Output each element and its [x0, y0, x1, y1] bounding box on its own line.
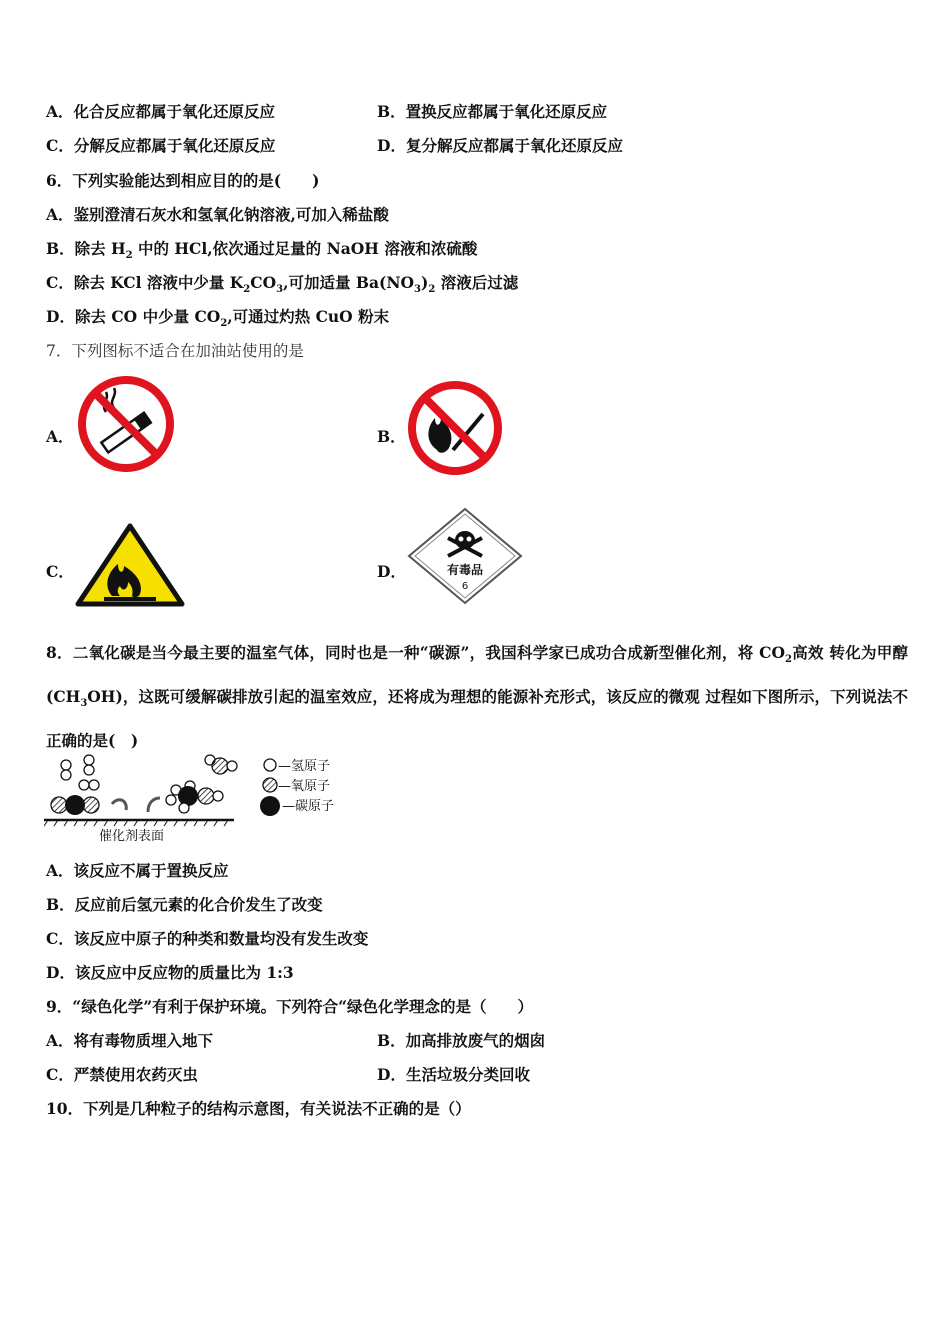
q7-option-c-label: C．: [46, 562, 74, 581]
toxic-substance-sign: [406, 506, 524, 606]
q6-stem: 6．下列实验能达到相应目的的是( ): [46, 171, 320, 190]
q7-option-b-label: B．: [377, 427, 406, 446]
legend-carbon: —碳原子: [282, 799, 335, 814]
q5-option-c: C．分解反应都属于氧化还原反应: [46, 136, 276, 155]
q6-option-a: A．鉴别澄清石灰水和氢氧化钠溶液,可加入稀盐酸: [46, 205, 389, 224]
q9-option-c: C．严禁使用农药灭虫: [46, 1065, 198, 1084]
q7-option-a-label: A．: [46, 427, 74, 446]
q8-option-c: C．该反应中原子的种类和数量均没有发生改变: [46, 929, 369, 948]
legend-hydrogen: —氢原子: [278, 759, 331, 774]
toxic-sign-label: 有毒品: [446, 563, 484, 577]
q9-option-a: A．将有毒物质埋入地下: [46, 1031, 214, 1050]
q5-option-a: A．化合反应都属于氧化还原反应: [46, 102, 276, 121]
catalyst-surface-label: 催化剂表面: [99, 829, 165, 844]
legend-oxygen: —氧原子: [278, 779, 331, 794]
q8-option-b: B．反应前后氢元素的化合价发生了改变: [46, 895, 323, 914]
reaction-diagram: [44, 748, 344, 848]
q10-stem: 10．下列是几种粒子的结构示意图，有关说法不正确的是（）: [46, 1099, 471, 1118]
q5-option-b: B．置换反应都属于氧化还原反应: [377, 102, 608, 121]
q8-option-d: D．该反应中反应物的质量比为 1:3: [46, 963, 294, 982]
q5-option-d: D．复分解反应都属于氧化还原反应: [377, 136, 623, 155]
toxic-sign-class: 6: [461, 581, 469, 592]
q9-option-d: D．生活垃圾分类回收: [377, 1065, 530, 1084]
q7-option-d-label: D．: [377, 562, 406, 581]
q8-stem: 8．二氧化碳是当今最主要的温室气体，同时也是一种“碳源”，我国科学家已成功合成新型催化剂，将 $CO_2$高效 转化为甲醇$(CH_3OH)$，这既可缓解碳排放引起的温室效应，还将成为理想的能源补充形式，该反应的微观 过程如下图所示，下列说法不正确的是( ): [46, 643, 908, 751]
q6-option-b: B．除去 $H_2$ 中的 HCl,依次通过足量的 NaOH 溶液和浓硫酸: [46, 239, 478, 262]
flammable-warning-icon: [74, 522, 186, 608]
q6-option-c: C．除去 KCl 溶液中少量 $K_2CO_3$,可加适量 $Ba(NO_3)_2$ 溶液后过滤: [46, 273, 519, 296]
q9-stem: 9．“绿色化学”有利于保护环境。下列符合“绿色化学理念的是（ ）: [46, 997, 534, 1016]
q9-option-b: B．加高排放废气的烟囱: [377, 1031, 546, 1050]
no-open-flame-icon: [405, 378, 505, 478]
q7-stem: 7．下列图标不适合在加油站使用的是: [46, 342, 304, 360]
no-smoking-icon: [76, 374, 176, 474]
q6-option-d: D．除去 CO 中少量 $CO_2$,可通过灼热 CuO 粉末: [46, 307, 390, 330]
q8-option-a: A．该反应不属于置换反应: [46, 861, 229, 880]
